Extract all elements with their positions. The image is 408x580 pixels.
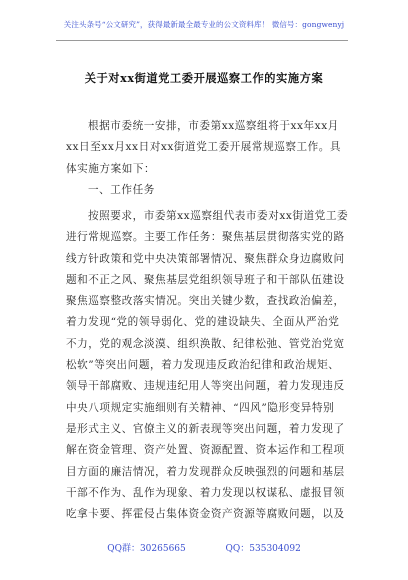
- task-line: 吃拿卡要、挥霍侵占集体资金资产资源等腐败问题，以及: [66, 508, 345, 521]
- task-line: 中央八项规定实施细则有关精神、“四风”隐形变异特别: [66, 401, 335, 414]
- task-line: 着力发现“党的领导弱化、党的建设缺失、全面从严治党: [66, 316, 340, 329]
- task-line: 解在资金管理、资产处置、资源配置、资本运作和工程项: [66, 444, 345, 457]
- task-line: 领导干部腐败、违规违纪用人等突出问题，着力发现违反: [66, 380, 345, 393]
- footer-qq-number: QQ：535304092: [225, 544, 301, 554]
- intro-line: 体实施方案如下：: [66, 162, 156, 175]
- intro-line: 根据市委统一安排，市委第xx巡察组将于xx年xx月: [88, 120, 339, 132]
- intro-paragraph: [66, 116, 350, 180]
- task-line: 按照要求，市委第xx巡察组代表市委对xx街道党工委: [88, 210, 349, 222]
- task-line: 聚焦巡察整改落实情况。突出关键少数，查找政治偏差，: [66, 295, 345, 308]
- task-line: 不力，党的观念淡漠、组织涣散、纪律松弛、管党治党宽: [66, 337, 345, 350]
- task-line: 是形式主义、官僚主义的新表现等突出问题，着力发现了: [66, 422, 345, 435]
- header-promo-note: 关注头条号“公文研究”，获得最新最全最专业的公文资料库！ 微信号：gongwenyj: [63, 20, 345, 29]
- section-heading-text: 一、工作任务: [88, 184, 155, 196]
- task-line: 线方针政策和党中央决策部署情况、聚焦群众身边腐败问: [66, 252, 345, 265]
- section-heading: [66, 180, 350, 201]
- task-line: 松软”等突出问题，着力发现违反政治纪律和政治规矩、: [66, 359, 340, 372]
- task-line: 干部不作为、乱作为现象、着力发现以权谋私、虚报冒领: [66, 486, 345, 499]
- document-title: 关于对xx街道党工委开展巡察工作的实施方案: [84, 71, 324, 85]
- task-line: 进行常规巡察。主要工作任务：聚焦基层贯彻落实党的路: [66, 231, 345, 244]
- intro-line: xx日至xx月xx日对xx街道党工委开展常规巡察工作。具: [66, 141, 342, 154]
- footer-contact: [0, 541, 408, 554]
- task-line: 目方面的廉洁情况，着力发现群众反映强烈的问题和基层: [66, 465, 345, 478]
- task-line: 题和不正之风、聚焦基层党组织领导班子和干部队伍建设: [66, 273, 345, 286]
- footer-qq-group: QQ群：30265665: [107, 544, 186, 554]
- header-divider: [56, 40, 348, 41]
- task-paragraph: [66, 206, 350, 525]
